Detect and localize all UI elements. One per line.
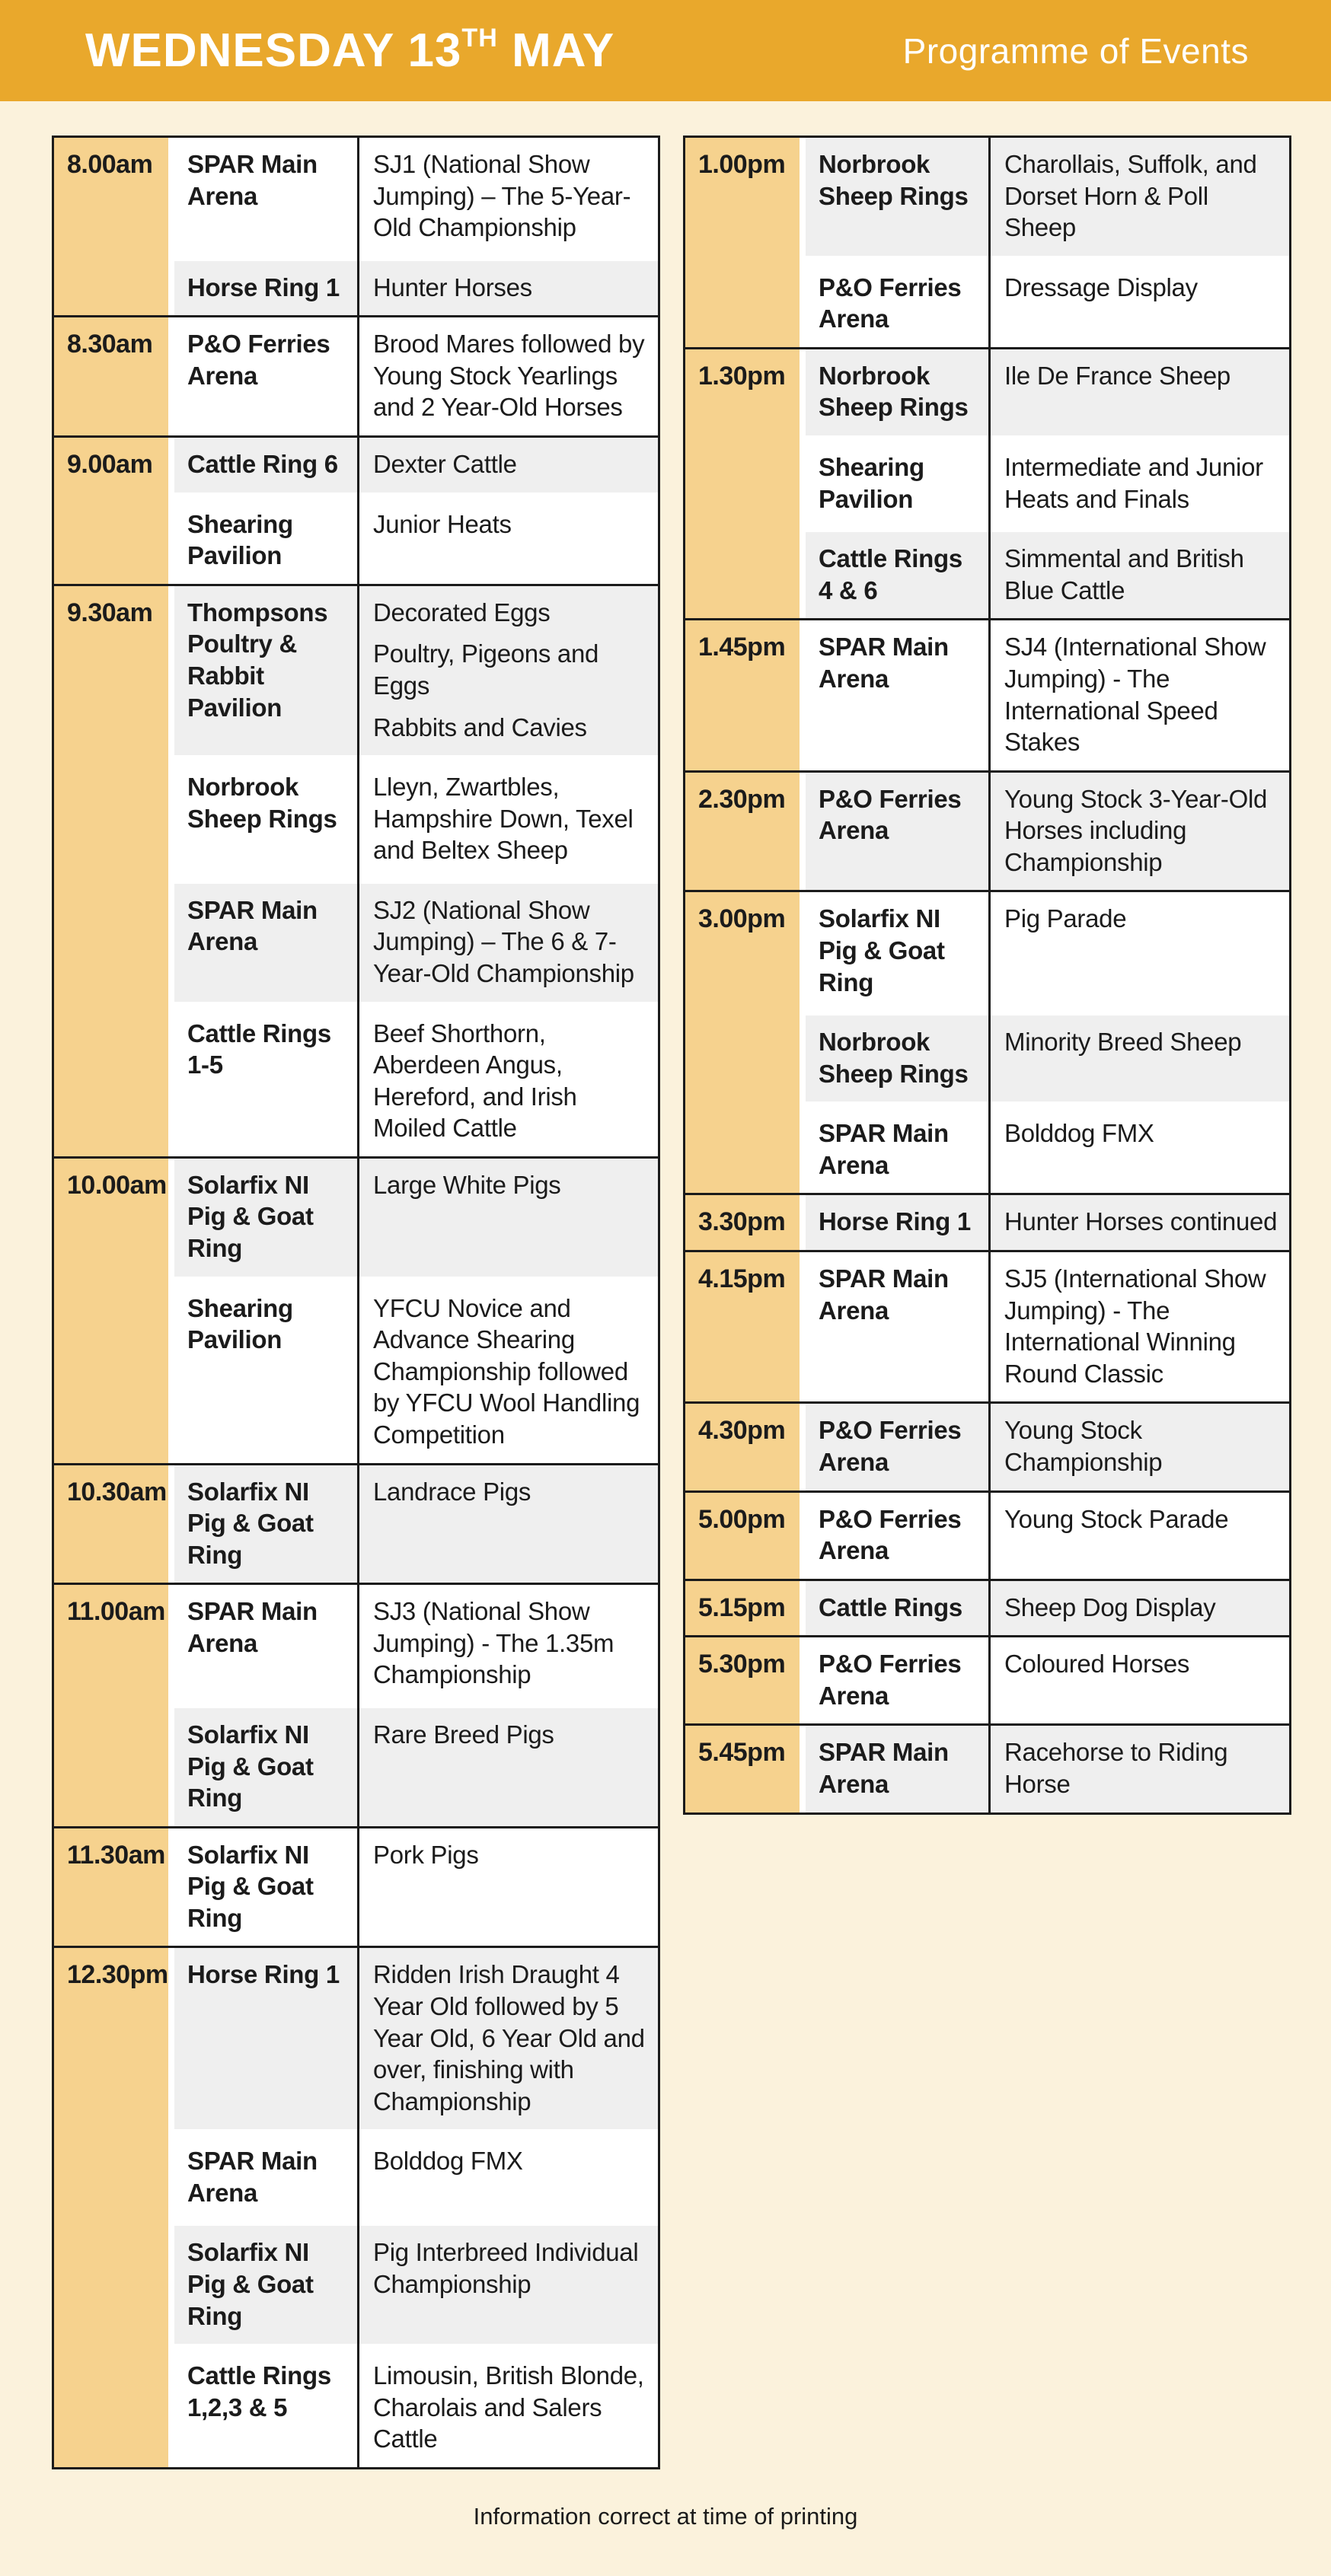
- rows-wrap: [174, 1159, 658, 1463]
- rows-wrap: [174, 438, 658, 584]
- time-block: [54, 1583, 658, 1825]
- event-text: Pig Parade: [1004, 904, 1127, 933]
- rows-wrap: [806, 1726, 1289, 1812]
- schedule-row: [806, 773, 1289, 891]
- event-text: Young Stock Parade: [1004, 1504, 1229, 1533]
- event-cell: [991, 261, 1289, 347]
- event-cell: [359, 884, 658, 1002]
- page-header: [0, 0, 1331, 101]
- event-text: Landrace Pigs: [373, 1477, 531, 1506]
- event-text: Ile De France Sheep: [1004, 361, 1230, 390]
- event-text: Limousin, British Blonde, Charolais and Salers Cattle: [373, 2361, 644, 2453]
- event-text: Dressage Display: [1004, 273, 1198, 301]
- schedule-row: [174, 1828, 658, 1946]
- event-text: Brood Mares followed by Young Stock Yearlings and 2 Year-Old Horses: [373, 330, 645, 422]
- schedule-row: [174, 1708, 658, 1826]
- venue-cell: SPAR Main Arena: [174, 138, 357, 256]
- event-text: Hunter Horses: [373, 273, 532, 301]
- page-title: [85, 24, 614, 78]
- event-text: Decorated Eggs: [373, 598, 551, 626]
- venue-cell: Horse Ring 1: [174, 1948, 357, 2129]
- time-block: [54, 138, 658, 315]
- event-text: Coloured Horses: [1004, 1650, 1190, 1679]
- page-subtitle: Programme of Events: [902, 30, 1249, 71]
- time-block: [685, 347, 1289, 618]
- event-cell: [991, 1637, 1289, 1723]
- programme-tables: [0, 101, 1331, 2469]
- venue-cell: Solarfix NI Pig & Goat Ring: [174, 1159, 357, 1277]
- event-text: Bolddog FMX: [373, 2147, 523, 2176]
- schedule-row: [806, 349, 1289, 435]
- time-block: [685, 1490, 1289, 1579]
- venue-cell: SPAR Main Arena: [806, 620, 988, 770]
- time-cell: 5.30pm: [685, 1637, 800, 1723]
- time-cell: 5.15pm: [685, 1581, 800, 1636]
- event-text: Intermediate and Junior Heats and Finals: [1004, 453, 1263, 513]
- schedule-row: [174, 1465, 658, 1583]
- rows-wrap: [806, 138, 1289, 347]
- venue-cell: SPAR Main Arena: [806, 1726, 988, 1812]
- time-cell: 11.00am: [54, 1585, 168, 1825]
- schedule-row: [806, 1493, 1289, 1579]
- event-text: Dexter Cattle: [373, 450, 517, 479]
- time-block: [685, 1579, 1289, 1636]
- event-text: Sheep Dog Display: [1004, 1592, 1216, 1621]
- rows-wrap: [806, 1252, 1289, 1401]
- time-block: [685, 618, 1289, 770]
- event-cell: [991, 1107, 1289, 1193]
- event-text: SJ5 (International Show Jumping) - The International Winning Round Classic: [1004, 1264, 1266, 1388]
- time-block: [685, 890, 1289, 1193]
- venue-cell: P&O Ferries Arena: [806, 1404, 988, 1490]
- venue-cell: Thompsons Poultry & Rabbit Pavilion: [174, 586, 357, 755]
- event-cell: [991, 441, 1289, 527]
- event-text: Minority Breed Sheep: [1004, 1028, 1242, 1057]
- event-cell: [359, 2349, 658, 2467]
- time-block: [685, 138, 1289, 347]
- schedule-row: [806, 1107, 1289, 1193]
- schedule-row: [174, 1007, 658, 1156]
- schedule-row: [806, 1404, 1289, 1490]
- event-cell: [991, 1195, 1289, 1250]
- page-title-main: WEDNESDAY 13: [85, 24, 462, 77]
- event-cell: [359, 138, 658, 256]
- time-block: [54, 584, 658, 1156]
- event-cell: [991, 1252, 1289, 1401]
- event-text: Young Stock Championship: [1004, 1416, 1163, 1476]
- time-cell: 4.15pm: [685, 1252, 800, 1401]
- rows-wrap: [174, 138, 658, 315]
- schedule-row: [174, 498, 658, 584]
- event-text: SJ3 (National Show Jumping) - The 1.35m Championship: [373, 1597, 614, 1689]
- rows-wrap: [174, 586, 658, 1156]
- venue-cell: P&O Ferries Arena: [806, 1637, 988, 1723]
- rows-wrap: [174, 1465, 658, 1583]
- event-text: Bolddog FMX: [1004, 1119, 1154, 1148]
- event-cell: [991, 1726, 1289, 1812]
- time-cell: 3.00pm: [685, 892, 800, 1193]
- schedule-row: [806, 1252, 1289, 1401]
- event-cell: [991, 773, 1289, 891]
- rows-wrap: [806, 1404, 1289, 1490]
- event-text: Junior Heats: [373, 509, 512, 538]
- time-cell: 11.30am: [54, 1828, 168, 1946]
- event-cell: [991, 349, 1289, 435]
- venue-cell: P&O Ferries Arena: [806, 261, 988, 347]
- time-cell: 8.30am: [54, 317, 168, 435]
- event-text: Beef Shorthorn, Aberdeen Angus, Hereford, and Irish Moiled Cattle: [373, 1019, 577, 1143]
- event-text: Simmental and British Blue Cattle: [1004, 544, 1244, 604]
- schedule-row: [806, 1195, 1289, 1250]
- venue-cell: Norbrook Sheep Rings: [806, 1015, 988, 1101]
- schedule-row: [806, 1581, 1289, 1636]
- venue-cell: Norbrook Sheep Rings: [806, 138, 988, 256]
- event-cell: [991, 1015, 1289, 1101]
- event-cell: [359, 261, 658, 316]
- venue-cell: P&O Ferries Arena: [806, 773, 988, 891]
- time-cell: 1.30pm: [685, 349, 800, 618]
- rows-wrap: [806, 1493, 1289, 1579]
- event-text: SJ1 (National Show Jumping) – The 5-Year-Old Championship: [373, 150, 631, 242]
- venue-cell: Cattle Ring 6: [174, 438, 357, 493]
- schedule-row: [806, 892, 1289, 1010]
- event-text: YFCU Novice and Advance Shearing Championship followed by YFCU Wool Handling Competition: [373, 1293, 640, 1449]
- event-text: SJ4 (International Show Jumping) - The International Speed Stakes: [1004, 633, 1266, 757]
- page-title-ordinal: TH: [461, 24, 498, 53]
- schedule-row: [174, 1159, 658, 1277]
- rows-wrap: [806, 1637, 1289, 1723]
- rows-wrap: [174, 1828, 658, 1946]
- event-cell: [991, 1493, 1289, 1579]
- schedule-row: [174, 317, 658, 435]
- event-text: Pork Pigs: [373, 1840, 479, 1869]
- venue-cell: Shearing Pavilion: [806, 441, 988, 527]
- time-block: [685, 1250, 1289, 1401]
- venue-cell: SPAR Main Arena: [174, 2134, 357, 2221]
- event-cell: [359, 1585, 658, 1703]
- rows-wrap: [174, 1585, 658, 1825]
- venue-cell: Solarfix NI Pig & Goat Ring: [174, 2226, 357, 2344]
- rows-wrap: [174, 1948, 658, 2467]
- event-text: Pig Interbreed Individual Championship: [373, 2238, 639, 2299]
- venue-cell: Shearing Pavilion: [174, 498, 357, 584]
- schedule-row: [806, 532, 1289, 618]
- event-text: Hunter Horses continued: [1004, 1207, 1278, 1236]
- time-block: [685, 1193, 1289, 1250]
- rows-wrap: [806, 620, 1289, 770]
- venue-cell: SPAR Main Arena: [174, 1585, 357, 1703]
- event-text: Racehorse to Riding Horse: [1004, 1738, 1228, 1798]
- venue-cell: Shearing Pavilion: [174, 1282, 357, 1463]
- venue-cell: Horse Ring 1: [806, 1195, 988, 1250]
- schedule-row: [174, 2349, 658, 2467]
- schedule-row: [806, 620, 1289, 770]
- venue-cell: Cattle Rings 1,2,3 & 5: [174, 2349, 357, 2467]
- page-title-tail: MAY: [497, 24, 615, 77]
- event-cell: [359, 1007, 658, 1156]
- schedule-row: [174, 884, 658, 1002]
- schedule-table-afternoon: [683, 135, 1291, 1815]
- venue-cell: SPAR Main Arena: [806, 1252, 988, 1401]
- venue-cell: SPAR Main Arena: [806, 1107, 988, 1193]
- time-cell: 4.30pm: [685, 1404, 800, 1490]
- time-block: [685, 770, 1289, 891]
- venue-cell: P&O Ferries Arena: [806, 1493, 988, 1579]
- event-text: Young Stock 3-Year-Old Horses including Championship: [1004, 784, 1268, 876]
- event-cell: [991, 1404, 1289, 1490]
- schedule-row: [806, 1637, 1289, 1723]
- time-cell: 1.45pm: [685, 620, 800, 770]
- time-block: [54, 315, 658, 435]
- time-block: [685, 1401, 1289, 1490]
- event-cell: [359, 1465, 658, 1583]
- venue-cell: Solarfix NI Pig & Goat Ring: [174, 1708, 357, 1826]
- event-cell: [991, 532, 1289, 618]
- time-cell: 1.00pm: [685, 138, 800, 347]
- rows-wrap: [806, 892, 1289, 1193]
- schedule-row: [174, 1585, 658, 1703]
- time-cell: 10.30am: [54, 1465, 168, 1583]
- time-cell: 5.00pm: [685, 1493, 800, 1579]
- schedule-row: [806, 1015, 1289, 1101]
- venue-cell: SPAR Main Arena: [174, 884, 357, 1002]
- event-cell: [359, 498, 658, 584]
- time-block: [54, 1946, 658, 2467]
- event-text: Rare Breed Pigs: [373, 1720, 554, 1749]
- event-cell: [991, 1581, 1289, 1636]
- schedule-row: [174, 2134, 658, 2221]
- event-cell: [991, 892, 1289, 1010]
- time-block: [54, 1156, 658, 1463]
- event-text: Large White Pigs: [373, 1170, 561, 1199]
- schedule-row: [806, 1726, 1289, 1812]
- event-cell: [359, 2226, 658, 2344]
- event-cell: [359, 1282, 658, 1463]
- time-cell: 2.30pm: [685, 773, 800, 891]
- venue-cell: Solarfix NI Pig & Goat Ring: [174, 1465, 357, 1583]
- venue-cell: Cattle Rings 4 & 6: [806, 532, 988, 618]
- time-block: [54, 435, 658, 584]
- event-text: SJ2 (National Show Jumping) – The 6 & 7-Year-Old Championship: [373, 895, 634, 987]
- rows-wrap: [806, 773, 1289, 891]
- event-cell: [359, 2134, 658, 2221]
- schedule-row: [174, 438, 658, 493]
- schedule-row: [806, 138, 1289, 256]
- event-cell: [991, 620, 1289, 770]
- event-cell: [359, 1828, 658, 1946]
- event-cell: [359, 760, 658, 878]
- schedule-row: [174, 760, 658, 878]
- venue-cell: Norbrook Sheep Rings: [806, 349, 988, 435]
- rows-wrap: [806, 1195, 1289, 1250]
- time-block: [685, 1635, 1289, 1723]
- schedule-row: [174, 1948, 658, 2129]
- venue-cell: Cattle Rings 1-5: [174, 1007, 357, 1156]
- event-text: Rabbits and Cavies: [373, 713, 587, 741]
- venue-cell: Solarfix NI Pig & Goat Ring: [806, 892, 988, 1010]
- schedule-row: [174, 2226, 658, 2344]
- rows-wrap: [174, 317, 658, 435]
- time-cell: 9.00am: [54, 438, 168, 584]
- event-cell: [359, 1948, 658, 2129]
- venue-cell: P&O Ferries Arena: [174, 317, 357, 435]
- time-block: [54, 1463, 658, 1583]
- schedule-row: [174, 586, 658, 755]
- time-cell: 12.30pm: [54, 1948, 168, 2467]
- time-cell: 9.30am: [54, 586, 168, 1156]
- schedule-row: [174, 1282, 658, 1463]
- schedule-row: [174, 138, 658, 256]
- schedule-row: [806, 441, 1289, 527]
- event-cell: [359, 1159, 658, 1277]
- venue-cell: Horse Ring 1: [174, 261, 357, 316]
- event-cell: [359, 317, 658, 435]
- schedule-table-morning: [52, 135, 660, 2469]
- time-cell: 5.45pm: [685, 1726, 800, 1812]
- venue-cell: Cattle Rings: [806, 1581, 988, 1636]
- event-text: Lleyn, Zwartbles, Hampshire Down, Texel and Beltex Sheep: [373, 773, 634, 865]
- schedule-row: [806, 261, 1289, 347]
- rows-wrap: [806, 1581, 1289, 1636]
- event-cell: [359, 586, 658, 755]
- venue-cell: Norbrook Sheep Rings: [174, 760, 357, 878]
- footer-note: Information correct at time of printing: [473, 2502, 858, 2530]
- time-cell: 3.30pm: [685, 1195, 800, 1250]
- venue-cell: Solarfix NI Pig & Goat Ring: [174, 1828, 357, 1946]
- event-cell: [359, 1708, 658, 1826]
- time-cell: 10.00am: [54, 1159, 168, 1463]
- time-block: [685, 1723, 1289, 1812]
- event-text: Poultry, Pigeons and Eggs: [373, 639, 599, 700]
- event-cell: [991, 138, 1289, 256]
- rows-wrap: [806, 349, 1289, 618]
- event-text: Charollais, Suffolk, and Dorset Horn & Poll Sheep: [1004, 150, 1257, 242]
- event-cell: [359, 438, 658, 493]
- time-block: [54, 1826, 658, 1946]
- time-cell: 8.00am: [54, 138, 168, 315]
- schedule-row: [174, 261, 658, 316]
- event-text: Ridden Irish Draught 4 Year Old followed by 5 Year Old, 6 Year Old and over, finishing with Championship: [373, 1960, 645, 2115]
